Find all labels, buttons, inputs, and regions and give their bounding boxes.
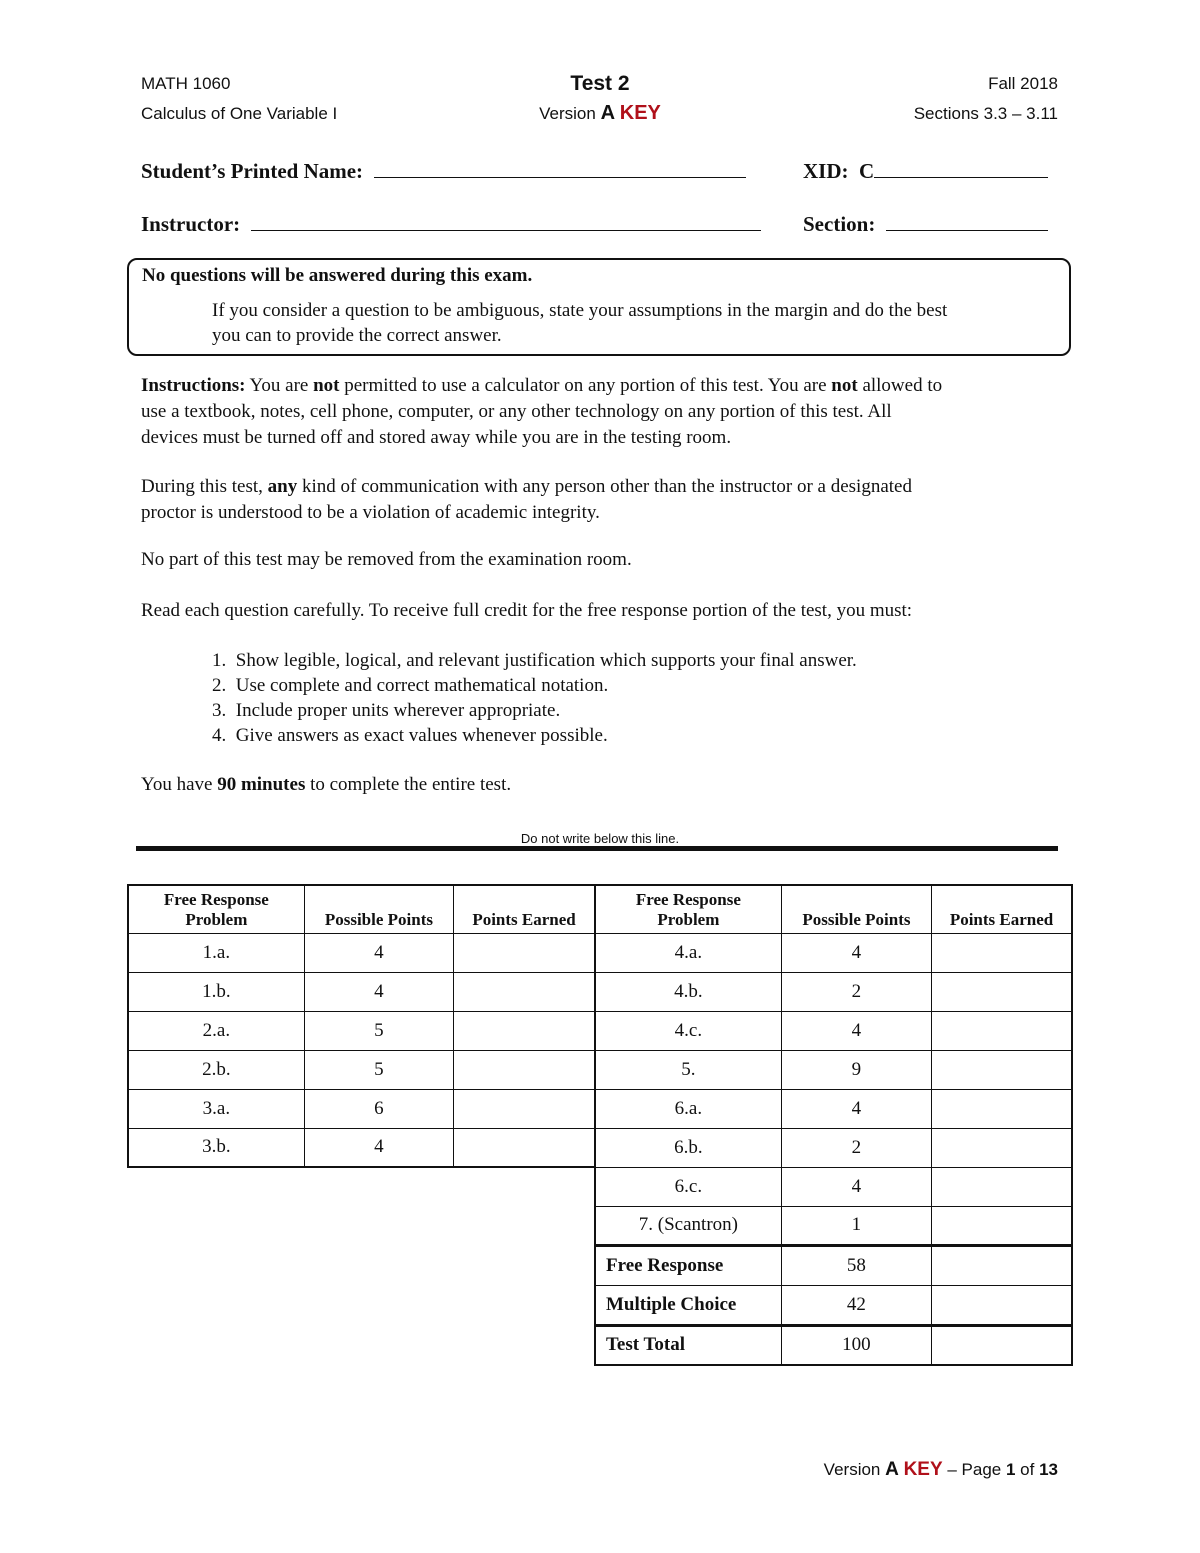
course-code: MATH 1060 [141, 74, 231, 93]
footer-page-text: – Page [942, 1460, 1006, 1479]
table-row [128, 1089, 595, 1128]
possible-cell: 6 [304, 1089, 453, 1128]
problem-cell: 6.c. [595, 1167, 781, 1206]
problem-cell: 2.b. [128, 1050, 304, 1089]
problem-cell: 4.a. [595, 933, 781, 972]
total-possible: 58 [781, 1245, 931, 1285]
comm-text-1: During this test, [141, 476, 268, 497]
instructor-line[interactable] [251, 210, 761, 231]
instructions-paragraph [141, 373, 1066, 451]
term: Fall 2018 [988, 74, 1058, 93]
header-problem [128, 885, 304, 933]
instructor-label: Instructor: [141, 212, 241, 236]
total-earned[interactable] [932, 1325, 1072, 1365]
list-text: Give answers as exact values whenever possible. [235, 725, 608, 746]
earned-cell[interactable] [454, 1128, 595, 1167]
possible-cell: 4 [781, 1011, 931, 1050]
footer-of: of [1015, 1460, 1040, 1479]
time-minutes: 90 minutes [217, 774, 306, 795]
time-paragraph [141, 772, 511, 798]
xid-prefix: C [859, 159, 875, 183]
xid-line[interactable] [874, 157, 1048, 178]
total-label: Free Response [595, 1245, 781, 1285]
footer-page-number: 1 [1005, 1460, 1016, 1479]
problem-cell: 7. (Scantron) [595, 1206, 781, 1245]
list-item [212, 673, 857, 698]
version-letter: A [600, 102, 616, 124]
total-earned[interactable] [932, 1245, 1072, 1285]
total-label: Multiple Choice [595, 1285, 781, 1325]
time-text-2: to complete the entire test. [305, 774, 512, 795]
earned-cell[interactable] [932, 1206, 1072, 1245]
earned-cell[interactable] [454, 972, 595, 1011]
comm-text-2: kind of communication with any person other than the instructor or a designated [297, 476, 912, 497]
total-possible: 100 [781, 1325, 931, 1365]
total-row [595, 1325, 1072, 1365]
removal-paragraph: No part of this test may be removed from the examination room. [141, 549, 632, 570]
header-possible: Possible Points [304, 885, 453, 933]
possible-cell: 2 [781, 972, 931, 1011]
earned-cell[interactable] [454, 933, 595, 972]
time-text-1: You have [141, 774, 218, 795]
table-row [128, 972, 595, 1011]
footer-key: KEY [903, 1459, 943, 1480]
notice-box [127, 258, 1071, 356]
table-row [595, 1050, 1072, 1089]
problem-cell: 2.a. [128, 1011, 304, 1050]
problem-cell: 1.a. [128, 933, 304, 972]
version-key: KEY [619, 102, 661, 124]
table-row [595, 1089, 1072, 1128]
right-score-table [594, 884, 1073, 1366]
total-possible: 42 [781, 1285, 931, 1325]
possible-cell: 5 [304, 1050, 453, 1089]
footer-letter: A [885, 1459, 899, 1480]
problem-cell: 3.a. [128, 1089, 304, 1128]
instr-not-2: not [831, 375, 858, 396]
header-possible: Possible Points [781, 885, 931, 933]
earned-cell[interactable] [932, 1050, 1072, 1089]
xid-label: XID: [803, 159, 849, 183]
instr-line-3: devices must be turned off and stored away while you are in the testing room. [141, 427, 732, 448]
requirements-list [212, 648, 857, 748]
total-label: Test Total [595, 1325, 781, 1365]
table-row [128, 1128, 595, 1167]
problem-cell: 6.b. [595, 1128, 781, 1167]
header-problem-l2: Problem [185, 909, 248, 929]
problem-cell: 5. [595, 1050, 781, 1089]
possible-cell: 4 [781, 933, 931, 972]
section-line[interactable] [886, 210, 1048, 231]
footer-total-pages: 13 [1039, 1460, 1058, 1479]
table-row [595, 1206, 1072, 1245]
divider-line [136, 846, 1058, 851]
problem-cell: 4.c. [595, 1011, 781, 1050]
comm-any: any [267, 476, 298, 497]
list-number: 4. [212, 725, 227, 746]
list-number: 3. [212, 700, 227, 721]
notice-line-1: If you consider a question to be ambiguous, state your assumptions in the margin and do the best [212, 300, 948, 321]
table-row [595, 972, 1072, 1011]
left-score-table [127, 884, 596, 1168]
possible-cell: 4 [781, 1167, 931, 1206]
possible-cell: 9 [781, 1050, 931, 1089]
earned-cell[interactable] [454, 1011, 595, 1050]
instr-text-2: permitted to use a calculator on any portion of this test. You are [339, 375, 832, 396]
list-item [212, 648, 857, 673]
problem-cell: 4.b. [595, 972, 781, 1011]
instructor-row [141, 210, 1059, 240]
earned-cell[interactable] [932, 1089, 1072, 1128]
divider-text: Do not write below this line. [520, 831, 680, 846]
earned-cell[interactable] [932, 1128, 1072, 1167]
possible-cell: 4 [781, 1089, 931, 1128]
total-row [595, 1285, 1072, 1325]
page-footer [824, 1459, 1058, 1481]
notice-title: No questions will be answered during this exam. [142, 265, 533, 286]
total-row [595, 1245, 1072, 1285]
instr-text-1: You are [245, 375, 314, 396]
course-name: Calculus of One Variable I [141, 104, 338, 123]
earned-cell[interactable] [932, 933, 1072, 972]
table-row [595, 1011, 1072, 1050]
earned-cell[interactable] [454, 1089, 595, 1128]
list-number: 1. [212, 650, 227, 671]
table-row [595, 1128, 1072, 1167]
earned-cell[interactable] [932, 1167, 1072, 1206]
name-line[interactable] [374, 157, 746, 178]
header-earned: Points Earned [932, 885, 1072, 933]
list-text: Use complete and correct mathematical notation. [235, 675, 609, 696]
possible-cell: 2 [781, 1128, 931, 1167]
list-item [212, 698, 857, 723]
sections: Sections 3.3 – 3.11 [913, 104, 1058, 123]
table-row [595, 1167, 1072, 1206]
header-problem-l1: Free Response [163, 889, 269, 909]
read-carefully-paragraph: Read each question carefully. To receive full credit for the free response portion of the test, you must: [141, 600, 913, 621]
footer-version-prefix: Version [823, 1460, 886, 1479]
instr-text-3: allowed to [857, 375, 943, 396]
instr-line-2: use a textbook, notes, cell phone, computer, or any other technology on any portion of this test. All [141, 401, 892, 422]
name-label: Student’s Printed Name: [141, 159, 364, 183]
possible-cell: 5 [304, 1011, 453, 1050]
section-label: Section: [803, 212, 876, 236]
problem-cell: 1.b. [128, 972, 304, 1011]
table-header-row [595, 885, 1072, 933]
notice-line-2: you can to provide the correct answer. [212, 325, 502, 346]
table-row [128, 933, 595, 972]
name-row [141, 157, 1059, 187]
comm-line-2: proctor is understood to be a violation of academic integrity. [141, 502, 600, 523]
header-problem [595, 885, 781, 933]
instr-not-1: not [313, 375, 340, 396]
section-group [803, 210, 1048, 237]
xid-group [803, 157, 1048, 184]
problem-cell: 6.a. [595, 1089, 781, 1128]
table-header-row [128, 885, 595, 933]
notice-text [212, 298, 1062, 348]
earned-cell[interactable] [454, 1050, 595, 1089]
table-row [595, 933, 1072, 972]
possible-cell: 4 [304, 972, 453, 1011]
list-item [212, 723, 857, 748]
earned-cell[interactable] [932, 1011, 1072, 1050]
list-number: 2. [212, 675, 227, 696]
header-problem-l1: Free Response [635, 889, 741, 909]
earned-cell[interactable] [932, 972, 1072, 1011]
instructions-label: Instructions: [141, 375, 246, 396]
table-row [128, 1050, 595, 1089]
version-prefix: Version [539, 104, 601, 123]
total-earned[interactable] [932, 1285, 1072, 1325]
communication-paragraph [141, 474, 1066, 526]
header-problem-l2: Problem [657, 909, 720, 929]
header-earned: Points Earned [454, 885, 595, 933]
problem-cell: 3.b. [128, 1128, 304, 1167]
list-text: Show legible, logical, and relevant justification which supports your final answer. [235, 650, 857, 671]
possible-cell: 4 [304, 933, 453, 972]
list-text: Include proper units wherever appropriate. [235, 700, 561, 721]
table-row [128, 1011, 595, 1050]
test-title: Test 2 [570, 72, 630, 95]
possible-cell: 4 [304, 1128, 453, 1167]
possible-cell: 1 [781, 1206, 931, 1245]
